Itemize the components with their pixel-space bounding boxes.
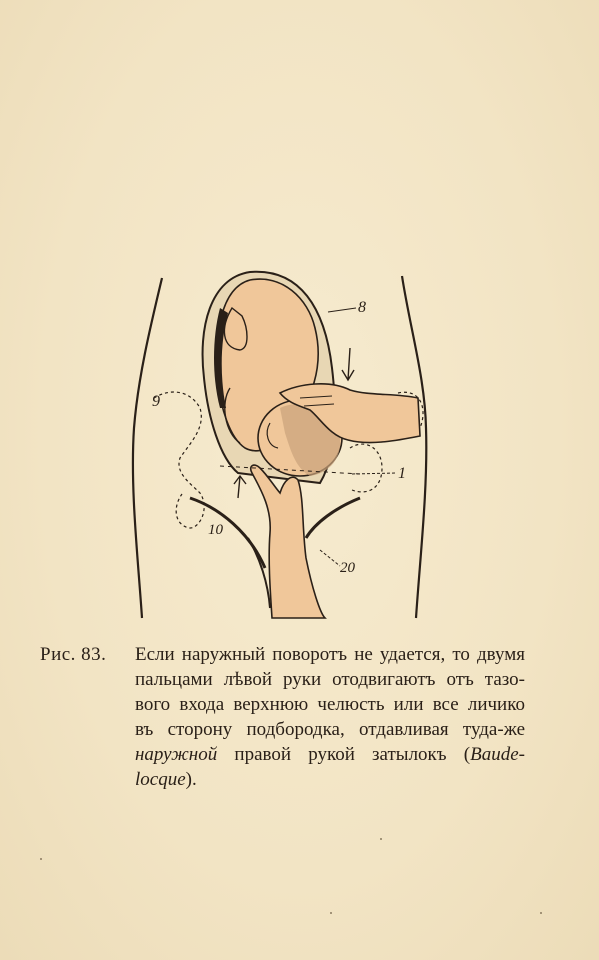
- caption-line-5-text: правой рукой затылокъ (: [217, 744, 471, 765]
- label-10: 10: [208, 522, 223, 538]
- vaginal-line: [248, 538, 270, 608]
- paper-speck: [380, 838, 382, 840]
- caption-line-6-end: ).: [185, 769, 197, 790]
- leader-8: [328, 308, 356, 312]
- arrow-down: [342, 348, 354, 380]
- author-name-part-1: Baude-: [470, 744, 525, 765]
- body-outline-right: [402, 276, 426, 618]
- dotted-pelvis-left: [154, 392, 204, 528]
- caption-line-4: въ сторону подбородка, отдавливая туда-же: [135, 719, 525, 740]
- caption-line-3: вого входа верхнюю челюсть или все личико: [135, 694, 525, 715]
- caption-line-2: пальцами лѣвой руки отодвигаютъ отъ тазо-: [135, 669, 525, 690]
- figure-number: Рис. 83.: [40, 644, 107, 665]
- obstetric-illustration: [120, 268, 440, 628]
- caption-line-1: Если наружный поворотъ не удается, то двумя: [135, 644, 525, 665]
- caption-line-6: [135, 767, 525, 792]
- paper-speck: [40, 858, 42, 860]
- internal-hand: [251, 465, 325, 618]
- paper-speck: [540, 912, 542, 914]
- label-9: 9: [152, 393, 160, 410]
- pelvic-line-right: [306, 498, 360, 538]
- label-8: 8: [358, 299, 366, 316]
- leader-20: [320, 550, 340, 566]
- caption-body: [135, 642, 525, 792]
- dotted-pelvis-right: [350, 444, 382, 492]
- arrow-up: [234, 476, 246, 498]
- leader-1: [352, 473, 396, 474]
- caption-line-5: [135, 742, 525, 767]
- paper-speck: [330, 912, 332, 914]
- italic-word: наружной: [135, 744, 218, 765]
- label-20: 20: [340, 560, 355, 576]
- body-outline-left: [133, 278, 162, 618]
- pelvic-line-left: [190, 498, 265, 568]
- label-1: 1: [398, 465, 406, 482]
- illustration-svg: [120, 268, 440, 628]
- author-name-part-2: locque: [135, 769, 186, 790]
